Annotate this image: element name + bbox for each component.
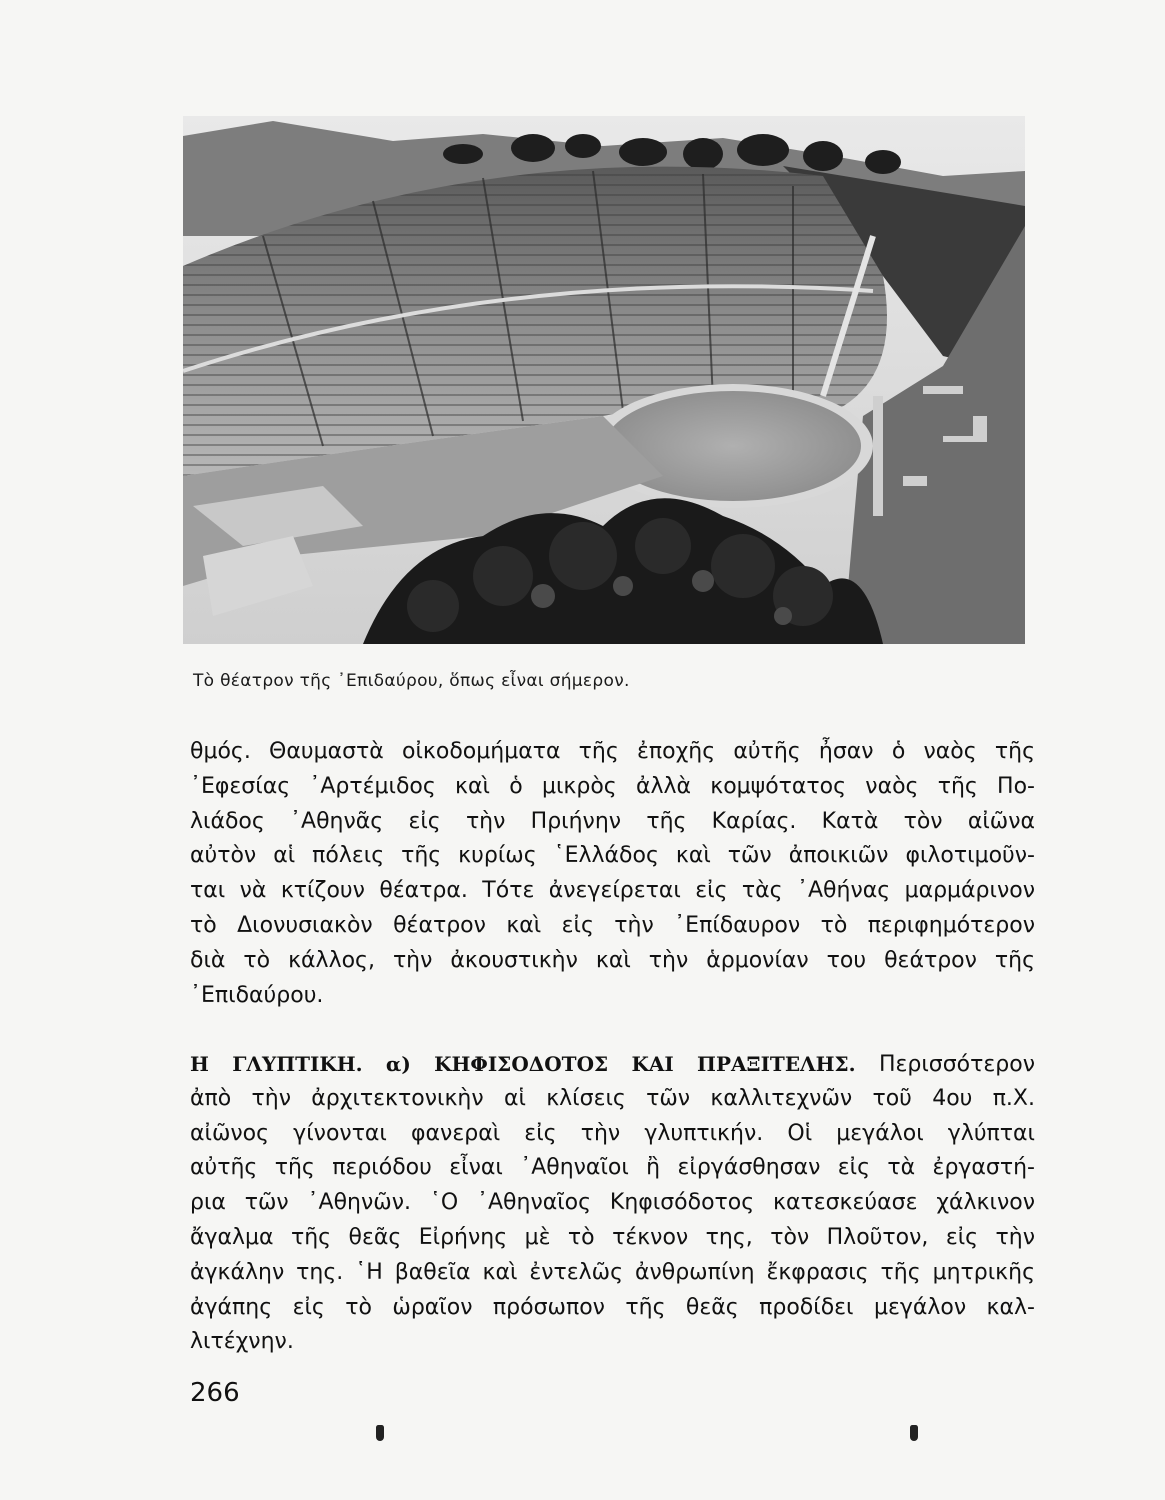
text-line: λιάδος ᾿Αθηνᾶς εἰς τὴν Πριήνην τῆς Καρίας. Κατὰ τὸν αἰῶνα [190,808,1035,834]
figure-caption: Τὸ θέατρον τῆς ᾿Επιδαύρου, ὅπως εἶναι σήμερον. [193,671,630,691]
theatre-photo [183,116,1025,644]
page-number: 266 [190,1378,240,1408]
theatre-illustration [183,116,1025,644]
text-line: λιτέχνην. [190,1329,294,1355]
text-line: ρια τῶν ᾿Αθηνῶν. ῾Ο ᾿Αθηναῖος Κηφισόδοτος κατεσκεύασε χάλκινον [190,1190,1035,1216]
text-line: τὸ Διονυσιακὸν θέατρον καὶ εἰς τὴν ᾿Επίδαυρον τὸ περιφημότερον [190,912,1035,938]
paragraph-sculpture [190,1047,1035,1360]
text-line: διὰ τὸ κάλλος, τὴν ἀκουστικὴν καὶ τὴν ἁρμονίαν του θεάτρον τῆς [190,947,1035,973]
binding-mark-left [376,1425,384,1441]
text-line: ἀγκάλην της. ῾Η βαθεῖα καὶ ἐντελῶς ἀνθρωπίνη ἔκφρασις τῆς μητρικῆς [190,1259,1035,1285]
text-line: ἀγάπης εἰς τὸ ὡραῖον πρόσωπον τῆς θεᾶς προδίδει μεγάλον καλ- [190,1294,1035,1320]
text-line: αὐτὸν αἱ πόλεις τῆς κυρίως ῾Ελλάδος καὶ τῶν ἀποικιῶν φιλοτιμοῦν- [190,843,1035,869]
text-line: ται νὰ κτίζουν θέατρα. Τότε ἀνεγείρεται εἰς τὰς ᾿Αθήνας μαρμάρινον [190,878,1035,904]
section-heading: Η ΓΛΥΠΤΙΚΗ. α) ΚΗΦΙΣΟΔΟΤΟΣ ΚΑΙ ΠΡΑΞΙΤΕΛΗΣ. [190,1052,856,1076]
heading-line-rest: Περισσότερον [878,1052,1035,1077]
text-line: αἰῶνος γίνονται φανεραὶ εἰς τὴν γλυπτικήν. Οἱ μεγάλοι γλύπται [190,1120,1035,1146]
text-line: ἄγαλμα τῆς θεᾶς Εἰρήνης μὲ τὸ τέκνον της, τὸν Πλοῦτον, εἰς τὴν [190,1224,1035,1250]
text-line: ᾿Επιδαύρου. [190,982,324,1008]
text-line: θμός. Θαυμαστὰ οἰκοδομήματα τῆς ἐποχῆς αὐτῆς ἦσαν ὁ ναὸς τῆς [190,739,1035,764]
heading-line [190,1047,1035,1082]
text-line: ἀπὸ τὴν ἀρχιτεκτονικὴν αἱ κλίσεις τῶν καλλιτεχνῶν τοῦ 4ου π.Χ. [190,1085,1035,1111]
binding-mark-right [910,1425,918,1441]
text-line: αὐτῆς τῆς περιόδου εἶναι ᾿Αθηναῖοι ἢ εἰργάσθησαν εἰς τὰ ἐργαστή- [190,1155,1035,1181]
paragraph-theatres [190,735,1035,1013]
text-line: ᾿Εφεσίας ᾿Αρτέμιδος καὶ ὁ μικρὸς ἀλλὰ κομψότατος ναὸς τῆς Πο- [190,773,1035,799]
